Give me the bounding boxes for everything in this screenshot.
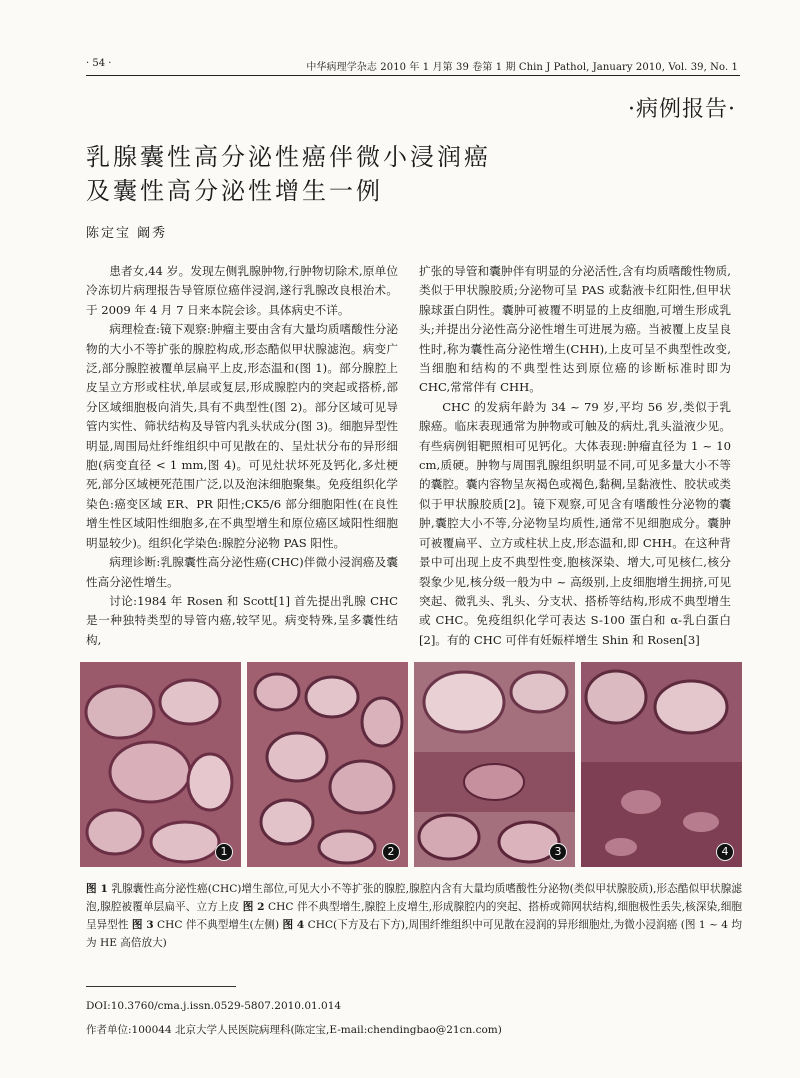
figure-panel [80,662,742,867]
caption-text: CHC(下方及右下方),周围纤维组织中可见散在浸润的异形细胞灶,为微小浸润癌 (图 1 ~ 4 均为 HE 高倍放大) [86,919,743,949]
figure-number-badge: 1 [215,843,233,861]
journal-header: 中华病理学杂志 2010 年 1 月第 39 卷第 1 期 Chin J Pathol, January 2010, Vol. 39, No. 1 [306,62,738,73]
paragraph: 扩张的导管和囊肿伴有明显的分泌活性,含有均质嗜酸性物质,类似于甲状腺胶质;分泌物可呈 PAS 或黏液卡红阳性,但甲状腺球蛋白阴性。囊肿可被覆不明显的上皮细胞,可增生形成乳头;并提出分泌性高分泌性增生可进展为癌。当被覆上皮呈良性时,称为囊性高分泌性增生(CHH),上皮可呈不典型性改变,当细胞和结构的不典型性达到原位癌的诊断标准时即为 CHC,常常伴有 CHH。 [419,264,731,395]
micrograph-4 [581,662,742,867]
caption-label: 图 2 [242,901,265,913]
column-right [419,262,731,650]
paragraph: 病理检查:镜下观察:肿瘤主要由含有大量均质嗜酸性分泌物的大小不等扩张的腺腔构成,形态酷似甲状腺滤泡。病变广泛,部分腺腔被覆单层扁平上皮,形态温和(图 1)。部分腺腔上皮呈立方形或柱状,单层或复层,形成腺腔内的突起或搭桥,部分区域细胞极向消失,具有不典型性(图 2)。部分区域可见导管内实性、筛状结构及导管内乳头状成分(图 3)。细胞异型性明显,周围局灶纤维组织中可见散在的、呈灶状分布的异形细胞(病变直径 < 1 mm,图 4)。可见灶状坏死及钙化,多灶梗死,部分区域梗死范围广泛,以及泡沫细胞聚集。免疫组织化学染色:癌变区域 ER、PR 阳性;CK5/6 部分细胞阳性(在良性增生性区域阳性细胞多,在不典型增生和原位癌区域阳性细胞明显较少)。组织化学染色:腺腔分泌物 PAS 阳性。 [86,322,398,550]
figure-caption [86,880,742,952]
page-number: · 54 · [86,58,112,69]
title-line-2: 及囊性高分泌性增生一例 [86,177,383,205]
authors: 陈定宝 阚秀 [86,226,168,241]
title-line-1: 乳腺囊性高分泌性癌伴微小浸润癌 [86,143,491,171]
caption-label: 图 3 [131,919,154,931]
section-label: ·病例报告· [628,97,736,122]
paragraph: CHC 的发病年龄为 34 ~ 79 岁,平均 56 岁,类似于乳腺癌。临床表现通常为肿物或可触及的病灶,乳头溢液少见。有些病例钼靶照相可见钙化。大体表现:肿瘤直径为 1 ~ 10 cm,质硬。肿物与周围乳腺组织明显不同,可见多量大小不等的囊腔。囊内容物呈灰褐色或褐色,黏稠,呈黏液性、胶状或类似于甲状腺胶质[2]。镜下观察,可见含有嗜酸性分泌物的囊肿,囊腔大小不等,分泌物呈均质性,通常不见细胞成分。囊肿可被覆扁平、立方或柱状上皮,形态温和,即 CHH。在这种背景中可出现上皮不典型性变,胞核深染、增大,可见核仁,核分裂象少见,核分级一般为中 ~ 高级别,上皮细胞增生拥挤,可见突起、微乳头、乳头、分支状、搭桥等结构,形成不典型增生或 CHC。免疫组织化学可表达 S-100 蛋白和 α-乳白蛋白[2]。有的 CHC 可伴有妊娠样增生 Shin 和 Rosen[3] [419,399,731,647]
caption-text: CHC 伴不典型增生(左侧) [157,919,283,931]
header-rule [86,75,740,76]
caption-label: 图 4 [282,919,305,931]
figure-number-badge: 2 [382,843,400,861]
author-affiliation: 作者单位:100044 北京大学人民医院病理科(陈定宝,E-mail:chendingbao@21cn.com) [86,1024,502,1036]
paragraph: 患者女,44 岁。发现左侧乳腺肿物,行肿物切除术,原单位冷冻切片病理报告导管原位癌伴浸润,遂行乳腺改良根治术。于 2009 年 4 月 7 日来本院会诊。具体病史不详。 [86,264,398,317]
paragraph: 讨论:1984 年 Rosen 和 Scott[1] 首先提出乳腺 CHC 是一种独特类型的导管内癌,较罕见。病变特殊,呈多囊性结构, [86,593,398,647]
figure-number-badge: 3 [549,843,567,861]
caption-label: 图 1 [86,883,108,895]
column-left [86,262,398,650]
caption-text: 乳腺囊性高分泌性癌(CHC)增生部位,可见大小不等扩张的腺腔,腺腔内含有大量均质嗜酸性分泌物(类似甲状腺胶质),形态酷似甲状腺滤泡,腺腔被覆单层扁平、立方上皮 [86,883,742,913]
paragraph: 病理诊断:乳腺囊性高分泌性癌(CHC)伴微小浸润癌及囊性高分泌性增生。 [86,555,398,589]
footnote-rule [86,986,236,987]
micrograph-3 [414,662,575,867]
doi: DOI:10.3760/cma.j.issn.0529-5807.2010.01.014 [86,1000,342,1012]
micrograph-2 [247,662,408,867]
caption-text: CHC 伴不典型增生,腺腔上皮增生,形成腺腔内的突起、搭桥或筛网状结构,细胞极性丢失,核深染,细胞呈异型性 [86,901,743,931]
figure-number-badge: 4 [716,843,734,861]
micrograph-1 [80,662,241,867]
article-title [86,140,491,208]
